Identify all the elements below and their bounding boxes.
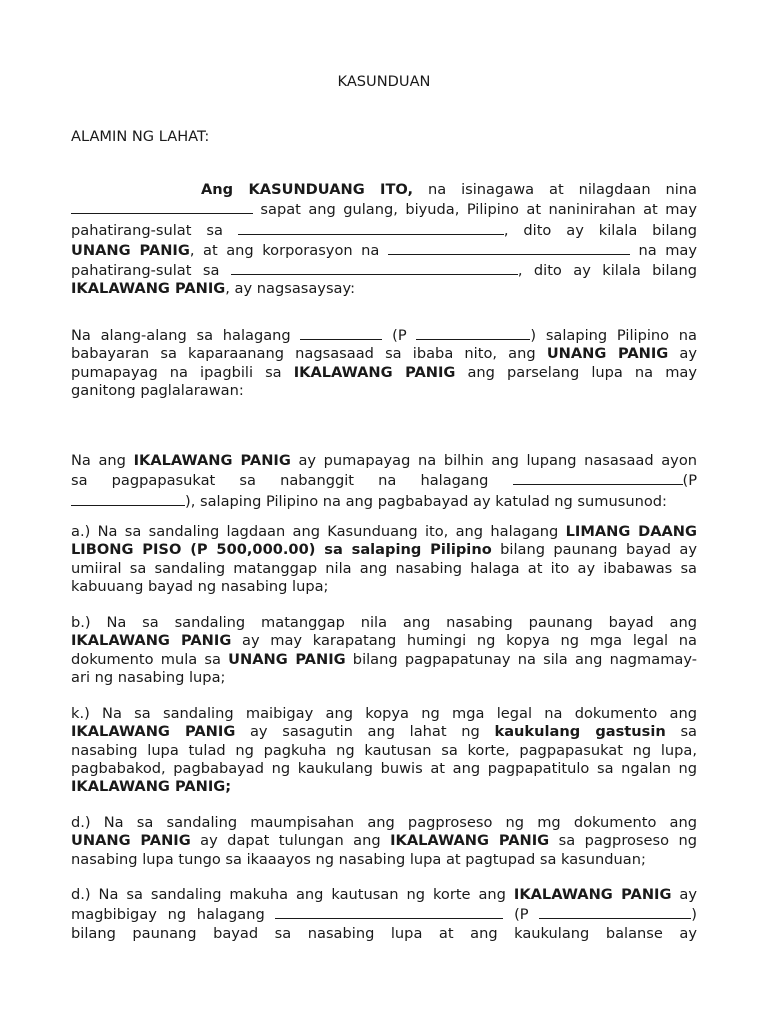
line [71,199,697,219]
text: , dito ay kilala bilang [517,262,697,280]
text: ) [691,906,697,924]
text: (P [682,472,697,490]
line [71,541,697,559]
clause-b [71,614,697,687]
second-party-label: IKALAWANG PANIG [71,723,236,741]
text: Na alang-alang sa halagang [71,327,301,344]
text: pumapayag na ipagbili sa [71,363,294,381]
text: ), salaping Pilipino na ang pagbabayad ay katulad ng sumusunod: [185,492,667,510]
text: Na ang [71,452,134,469]
text: ay dapat tulungan ang [190,832,391,850]
text: dokumento mula sa [71,650,229,668]
parties-paragraph [71,181,697,299]
line [71,260,697,280]
first-party-label: UNANG PANIG [71,241,190,259]
line: umiiral sa sandaling matanggap nila ang nasabing halaga at ito ay ibabawas sa [71,559,697,577]
consideration-paragraph [71,325,697,400]
blank-line-corporation-name [388,240,630,255]
blank-line-first-party-name [71,199,253,214]
purchase-agreement-paragraph [71,452,697,511]
line [71,491,697,511]
line [71,904,697,924]
second-party-label: IKALAWANG PANIG [513,886,672,903]
second-party-label: IKALAWANG PANIG [133,452,291,469]
text: ay sasagutin ang lahat ng [235,723,495,741]
text: sa [665,723,697,741]
clause-d-court-order [71,886,697,943]
salutation-heading: ALAMIN NG LAHAT: [71,128,210,145]
line: bilang paunang bayad sa nasabing lupa at ang kaukulang balanse ay [71,924,697,942]
text: pahatirang-sulat sa [71,221,238,239]
text: , ay nagsasaysay: [225,280,355,298]
text: (P [503,906,540,924]
line [71,778,697,796]
line: k.) Na sa sandaling maibigay ang kopya ng mga legal na dokumento ang [71,705,697,722]
text: magbibigay ng halagang [71,906,276,924]
line [71,651,697,669]
clause-a [71,523,697,596]
text: pahatirang-sulat sa [71,262,231,280]
text: babayaran sa kaparaanang nagsasaad sa ibaba nito, ang [71,345,547,363]
second-party-label: IKALAWANG PANIG [390,832,550,850]
text: ay [668,345,697,363]
text: ) salaping Pilipino na [530,327,697,344]
line [71,452,697,470]
text: d.) Na sa sandaling makuha ang kautusan ng korte ang [71,886,514,903]
text: bilang pagpapatunay na sila ang nagmamay- [345,650,698,668]
line: ganitong paglalarawan: [71,381,244,399]
text: (P [382,327,417,344]
text: , dito ay kilala bilang [503,221,697,239]
line [71,220,697,240]
line [71,523,697,541]
blank-line-amount-figures [416,325,530,340]
blank-line-payment-words [275,904,503,919]
line: b.) Na sa sandaling matanggap nila ang nasabing paunang bayad ang [71,614,697,631]
text: ay may karapatang humingi ng kopya ng mga legal na [231,632,697,650]
second-party-label: IKALAWANG PANIG [71,632,232,650]
text: ay [671,886,697,903]
line [71,280,697,298]
line: d.) Na sa sandaling maumpisahan ang pagproseso ng mg dokumento ang [71,814,697,831]
text: na may [629,241,697,259]
text: na isinagawa at nilagdaan nina [413,181,697,198]
line [71,325,697,345]
line [71,470,697,490]
line: nasabing lupa tungo sa ikaaayos ng nasabing lupa at pagtupad sa kasunduan; [71,850,646,868]
blank-line-amount-words [300,325,382,340]
clause-d-processing [71,814,697,869]
expenses-bold: kaukulang gastusin [494,723,666,741]
amount-bold: LIBONG PISO (P 500,000.00) sa salaping Pilipino [71,541,492,559]
first-party-label: UNANG PANIG [546,345,669,363]
line [71,723,697,741]
line: ari ng nasabing lupa; [71,668,226,686]
text: ay pumapayag na bilhin ang lupang nasasaad ayon [290,452,697,469]
text: bilang paunang bayad ay [491,541,697,559]
line [71,240,697,260]
first-party-label: UNANG PANIG [228,650,346,668]
blank-line-first-party-address [238,220,504,235]
line: pagbabakod, pagbabayad ng kaukulang buwis at ang pagpapatitulo sa ngalan ng [71,759,697,777]
second-party-label: IKALAWANG PANIG; [71,778,232,796]
line [71,364,697,382]
blank-line-survey-amount [513,470,683,485]
text: sapat ang gulang, biyuda, Pilipino at naninirahan at may [253,201,697,219]
line [71,886,697,904]
second-party-label: IKALAWANG PANIG [293,363,456,381]
clause-k [71,705,697,796]
blank-line-survey-amount-figures [71,491,185,506]
line [71,832,697,850]
line [71,632,697,650]
document-title: KASUNDUAN [337,73,431,90]
agreement-name-bold: Ang KASUNDUANG ITO, [201,181,414,198]
blank-line-second-party-address [231,260,518,275]
text: a.) Na sa sandaling lagdaan ang Kasunduang ito, ang halagang [71,523,566,540]
blank-line-payment-figures [539,904,691,919]
amount-bold: LIMANG DAANG [565,523,697,540]
text: ang parselang lupa na may [455,363,697,381]
line: nasabing lupa tulad ng pagkuha ng kautusan sa korte, pagpapasukat ng lupa, [71,741,697,759]
text: sa pagpapasukat sa nabanggit na halagang [71,472,513,490]
first-party-label: UNANG PANIG [71,832,191,850]
line: kabuuang bayad ng nasabing lupa; [71,577,329,595]
text: sa pagproseso ng [549,832,697,850]
line [71,181,697,199]
second-party-label: IKALAWANG PANIG [71,280,226,298]
text: , at ang korporasyon na [189,241,388,259]
line [71,345,697,363]
